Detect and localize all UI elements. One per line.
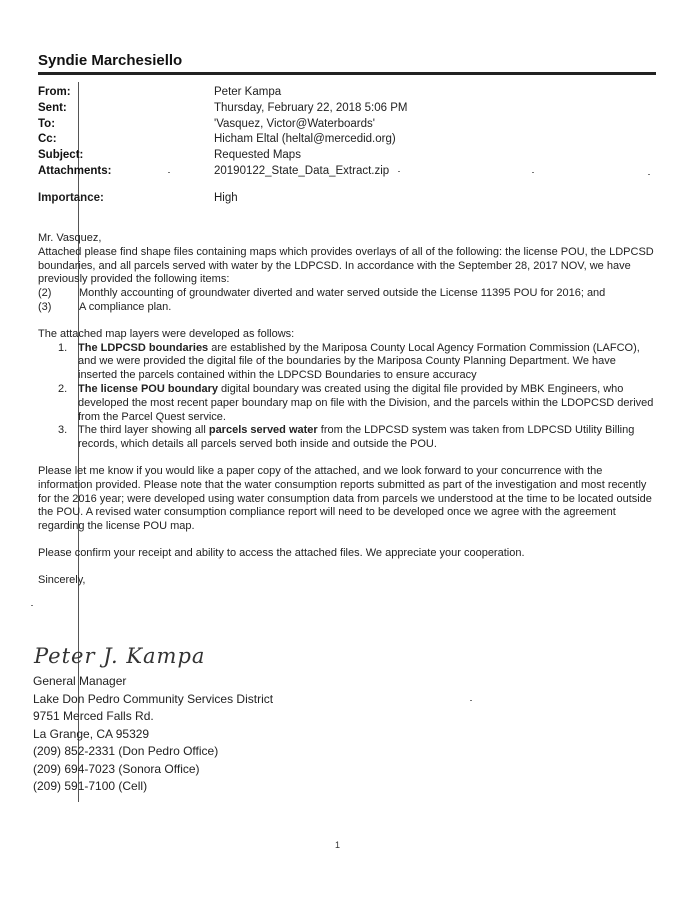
closing-paragraph: Please let me know if you would like a paper copy of the attached, and we look forward to your concurrence with the information provided. Please note that the water consumption reports submitted as part of the investigation and most recently for the 2016 year; were developed using water consumption data from parcels we understood at the time to be located outside the POU. A revised water consumption compliance report will need to be developed once we agree with the agreement regarding the license POU map. (38, 464, 652, 533)
cc-value: Hicham Eltal (heltal@mercedid.org) (214, 133, 396, 146)
provided-item-text: A compliance plan. (79, 300, 172, 313)
list-item-text: digital boundary was created using the digital file provided by MBK Engineers, who developed the most recent paper boundary map on file with the Division, and the parcels within the LDOPCSD derived from the Parcel Quest service. (78, 382, 654, 423)
signer-title: General Manager (33, 674, 127, 688)
email-body (38, 232, 658, 588)
scan-speck (470, 700, 472, 701)
provided-item (38, 287, 658, 301)
cc-label: Cc: (38, 133, 57, 146)
to-value: 'Vasquez, Victor@Waterboards' (214, 117, 375, 130)
to-label: To: (38, 117, 56, 130)
list-number: 3. (58, 424, 68, 437)
confirm-paragraph: Please confirm your receipt and ability to access the attached files. We appreciate your cooperation. (38, 546, 525, 559)
from-value: Peter Kampa (214, 86, 282, 98)
scan-speck (168, 172, 170, 173)
list-item-bold: parcels served water (208, 424, 318, 437)
provided-item-number: (2) (38, 287, 52, 300)
signoff: Sincerely, (38, 573, 86, 586)
signer-phone-office: (209) 852-2331 (Don Pedro Office) (33, 744, 219, 758)
header-rule (38, 72, 656, 75)
layers-intro: The attached map layers were developed as follows: (38, 327, 295, 340)
sent-label: Sent: (38, 101, 67, 114)
sent-value: Thursday, February 22, 2018 5:06 PM (214, 101, 408, 114)
subject-label: Subject: (38, 149, 84, 162)
map-layers-list (38, 342, 658, 452)
handwritten-signature: Peter J. Kampa (34, 644, 206, 668)
subject-value: Requested Maps (214, 149, 301, 162)
signer-address-line2: La Grange, CA 95329 (33, 726, 150, 741)
list-number: 2. (58, 382, 68, 395)
from-label: From: (38, 86, 71, 98)
provided-item-text: Monthly accounting of groundwater diverted and water served outside the License 11395 POU for 2016; and (79, 287, 606, 300)
sender-name: Syndie Marchesiello (38, 52, 183, 69)
signature-block (33, 673, 273, 796)
scan-speck (398, 171, 400, 172)
list-item-text: from the LDPCSD system was taken from LDPCSD Utility Billing records, which details all parcels served both inside and outside the POU. (78, 424, 635, 451)
map-layer-item (58, 382, 658, 424)
list-item-bold: The license POU boundary (78, 382, 218, 395)
list-item-bold: The LDPCSD boundaries (78, 341, 209, 354)
provided-item (38, 301, 658, 315)
list-number: 1. (58, 341, 68, 354)
importance-row (38, 192, 238, 204)
provided-item-number: (3) (38, 300, 52, 313)
map-layer-item (58, 341, 658, 383)
signer-org: Lake Don Pedro Community Services District (33, 691, 274, 706)
scan-speck (648, 174, 650, 175)
intro-paragraph: Attached please find shape files containing maps which provides overlays of all of the following: the license POU, the LDPCSD boundaries, and all parcels served with water by the LDPCSD. In accordance with the September 28, 2017 NOV, we have previously provided the following items: (38, 245, 654, 286)
list-item-text: are established by the Mariposa County Local Agency Formation Commission (LAFCO), and we were provided the digital file of the boundaries by the Mariposa County Planning Department. We have inserted the parcels contained within the LDPCSD Boundaries to ensure accuracy (78, 341, 640, 382)
page-number: 1 (335, 840, 341, 850)
importance-value: High (214, 192, 238, 204)
list-item-pre: The third layer showing all (78, 424, 209, 437)
signer-phone-cell: (209) 591-7100 (Cell) (33, 779, 148, 793)
importance-label: Importance: (38, 192, 104, 204)
greeting: Mr. Vasquez, (38, 232, 102, 244)
signer-phone-sonora: (209) 694-7023 (Sonora Office) (33, 761, 200, 776)
map-layer-item (58, 424, 658, 452)
attachments-value: 20190122_State_Data_Extract.zip (214, 164, 390, 177)
scan-speck (31, 605, 33, 606)
signer-address-line1: 9751 Merced Falls Rd. (33, 709, 154, 723)
scan-speck (532, 172, 534, 173)
attachments-label: Attachments: (38, 164, 112, 177)
